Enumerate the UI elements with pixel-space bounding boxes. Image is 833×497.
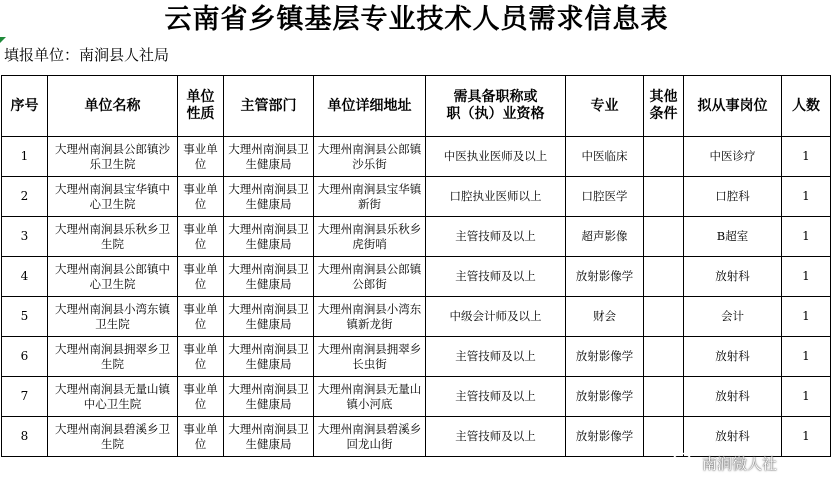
major: 放射影像学 <box>566 337 644 377</box>
watermark <box>672 450 777 476</box>
row-number: 3 <box>2 217 48 257</box>
column-header: 专业 <box>566 76 644 137</box>
supervising-dept: 大理州南涧县卫生健康局 <box>224 297 314 337</box>
other-conditions <box>644 137 684 177</box>
headcount: 1 <box>782 137 831 177</box>
unit-nature: 事业单位 <box>178 137 224 177</box>
row-number: 4 <box>2 257 48 297</box>
supervising-dept: 大理州南涧县卫生健康局 <box>224 417 314 457</box>
unit-nature: 事业单位 <box>178 257 224 297</box>
unit-address: 大理州南涧县碧溪乡回龙山街 <box>314 417 426 457</box>
other-conditions <box>644 297 684 337</box>
header-row <box>2 76 831 137</box>
watermark-text: 南涧微人社 <box>702 454 778 473</box>
row-number: 5 <box>2 297 48 337</box>
intended-post: 口腔科 <box>684 177 782 217</box>
headcount: 1 <box>782 177 831 217</box>
unit-address: 大理州南涧县拥翠乡长虫街 <box>314 337 426 377</box>
other-conditions <box>644 337 684 377</box>
required-qualification: 中医执业医师及以上 <box>426 137 566 177</box>
unit-name: 大理州南涧县公郎镇沙乐卫生院 <box>48 137 178 177</box>
page-title: 云南省乡镇基层专业技术人员需求信息表 <box>164 4 669 35</box>
intended-post: B超室 <box>684 217 782 257</box>
table-row <box>2 297 831 337</box>
major: 放射影像学 <box>566 417 644 457</box>
major: 超声影像 <box>566 217 644 257</box>
unit-nature: 事业单位 <box>178 177 224 217</box>
major: 放射影像学 <box>566 377 644 417</box>
row-number: 2 <box>2 177 48 217</box>
column-header: 单位 性质 <box>178 76 224 137</box>
table-row <box>2 377 831 417</box>
headcount: 1 <box>782 297 831 337</box>
column-header: 其他 条件 <box>644 76 684 137</box>
table-row <box>2 217 831 257</box>
headcount: 1 <box>782 257 831 297</box>
wechat-icon <box>672 452 698 474</box>
unit-name: 大理州南涧县乐秋乡卫生院 <box>48 217 178 257</box>
major: 中医临床 <box>566 137 644 177</box>
intended-post: 放射科 <box>684 377 782 417</box>
intended-post: 放射科 <box>684 417 782 457</box>
intended-post: 会计 <box>684 297 782 337</box>
unit-name: 大理州南涧县碧溪乡卫生院 <box>48 417 178 457</box>
row-number: 8 <box>2 417 48 457</box>
filler-unit: 填报单位：南涧县人社局 <box>4 46 170 64</box>
column-header: 需具备职称或 职（执）业资格 <box>426 76 566 137</box>
column-header: 单位详细地址 <box>314 76 426 137</box>
row-number: 6 <box>2 337 48 377</box>
required-qualification: 中级会计师及以上 <box>426 297 566 337</box>
cell-corner-marker <box>0 37 6 43</box>
supervising-dept: 大理州南涧县卫生健康局 <box>224 137 314 177</box>
other-conditions <box>644 177 684 217</box>
unit-address: 大理州南涧县宝华镇新街 <box>314 177 426 217</box>
intended-post: 放射科 <box>684 337 782 377</box>
column-header: 单位名称 <box>48 76 178 137</box>
column-header: 拟从事岗位 <box>684 76 782 137</box>
headcount: 1 <box>782 217 831 257</box>
required-qualification: 主管技师及以上 <box>426 377 566 417</box>
column-header: 人数 <box>782 76 831 137</box>
table-row <box>2 137 831 177</box>
supervising-dept: 大理州南涧县卫生健康局 <box>224 337 314 377</box>
unit-name: 大理州南涧县宝华镇中心卫生院 <box>48 177 178 217</box>
headcount: 1 <box>782 417 831 457</box>
column-header: 主管部门 <box>224 76 314 137</box>
other-conditions <box>644 257 684 297</box>
table-row <box>2 177 831 217</box>
required-qualification: 口腔执业医师以上 <box>426 177 566 217</box>
column-header: 序号 <box>2 76 48 137</box>
unit-name: 大理州南涧县公郎镇中心卫生院 <box>48 257 178 297</box>
required-qualification: 主管技师及以上 <box>426 257 566 297</box>
supervising-dept: 大理州南涧县卫生健康局 <box>224 377 314 417</box>
demand-table <box>1 75 831 457</box>
row-number: 1 <box>2 137 48 177</box>
table-body <box>2 137 831 457</box>
row-number: 7 <box>2 377 48 417</box>
unit-name: 大理州南涧县无量山镇中心卫生院 <box>48 377 178 417</box>
unit-nature: 事业单位 <box>178 297 224 337</box>
required-qualification: 主管技师及以上 <box>426 417 566 457</box>
supervising-dept: 大理州南涧县卫生健康局 <box>224 177 314 217</box>
other-conditions <box>644 377 684 417</box>
unit-name: 大理州南涧县小湾东镇卫生院 <box>48 297 178 337</box>
supervising-dept: 大理州南涧县卫生健康局 <box>224 257 314 297</box>
table-row <box>2 257 831 297</box>
unit-nature: 事业单位 <box>178 337 224 377</box>
headcount: 1 <box>782 377 831 417</box>
supervising-dept: 大理州南涧县卫生健康局 <box>224 217 314 257</box>
major: 口腔医学 <box>566 177 644 217</box>
intended-post: 放射科 <box>684 257 782 297</box>
major: 财会 <box>566 297 644 337</box>
required-qualification: 主管技师及以上 <box>426 217 566 257</box>
major: 放射影像学 <box>566 257 644 297</box>
headcount: 1 <box>782 337 831 377</box>
table-row <box>2 337 831 377</box>
required-qualification: 主管技师及以上 <box>426 337 566 377</box>
unit-nature: 事业单位 <box>178 417 224 457</box>
unit-address: 大理州南涧县乐秋乡虎街哨 <box>314 217 426 257</box>
unit-nature: 事业单位 <box>178 217 224 257</box>
unit-name: 大理州南涧县拥翠乡卫生院 <box>48 337 178 377</box>
unit-address: 大理州南涧县公郎镇公郎街 <box>314 257 426 297</box>
unit-address: 大理州南涧县公郎镇沙乐街 <box>314 137 426 177</box>
unit-address: 大理州南涧县小湾东镇新龙街 <box>314 297 426 337</box>
unit-address: 大理州南涧县无量山镇小河底 <box>314 377 426 417</box>
unit-nature: 事业单位 <box>178 377 224 417</box>
other-conditions <box>644 217 684 257</box>
intended-post: 中医诊疗 <box>684 137 782 177</box>
